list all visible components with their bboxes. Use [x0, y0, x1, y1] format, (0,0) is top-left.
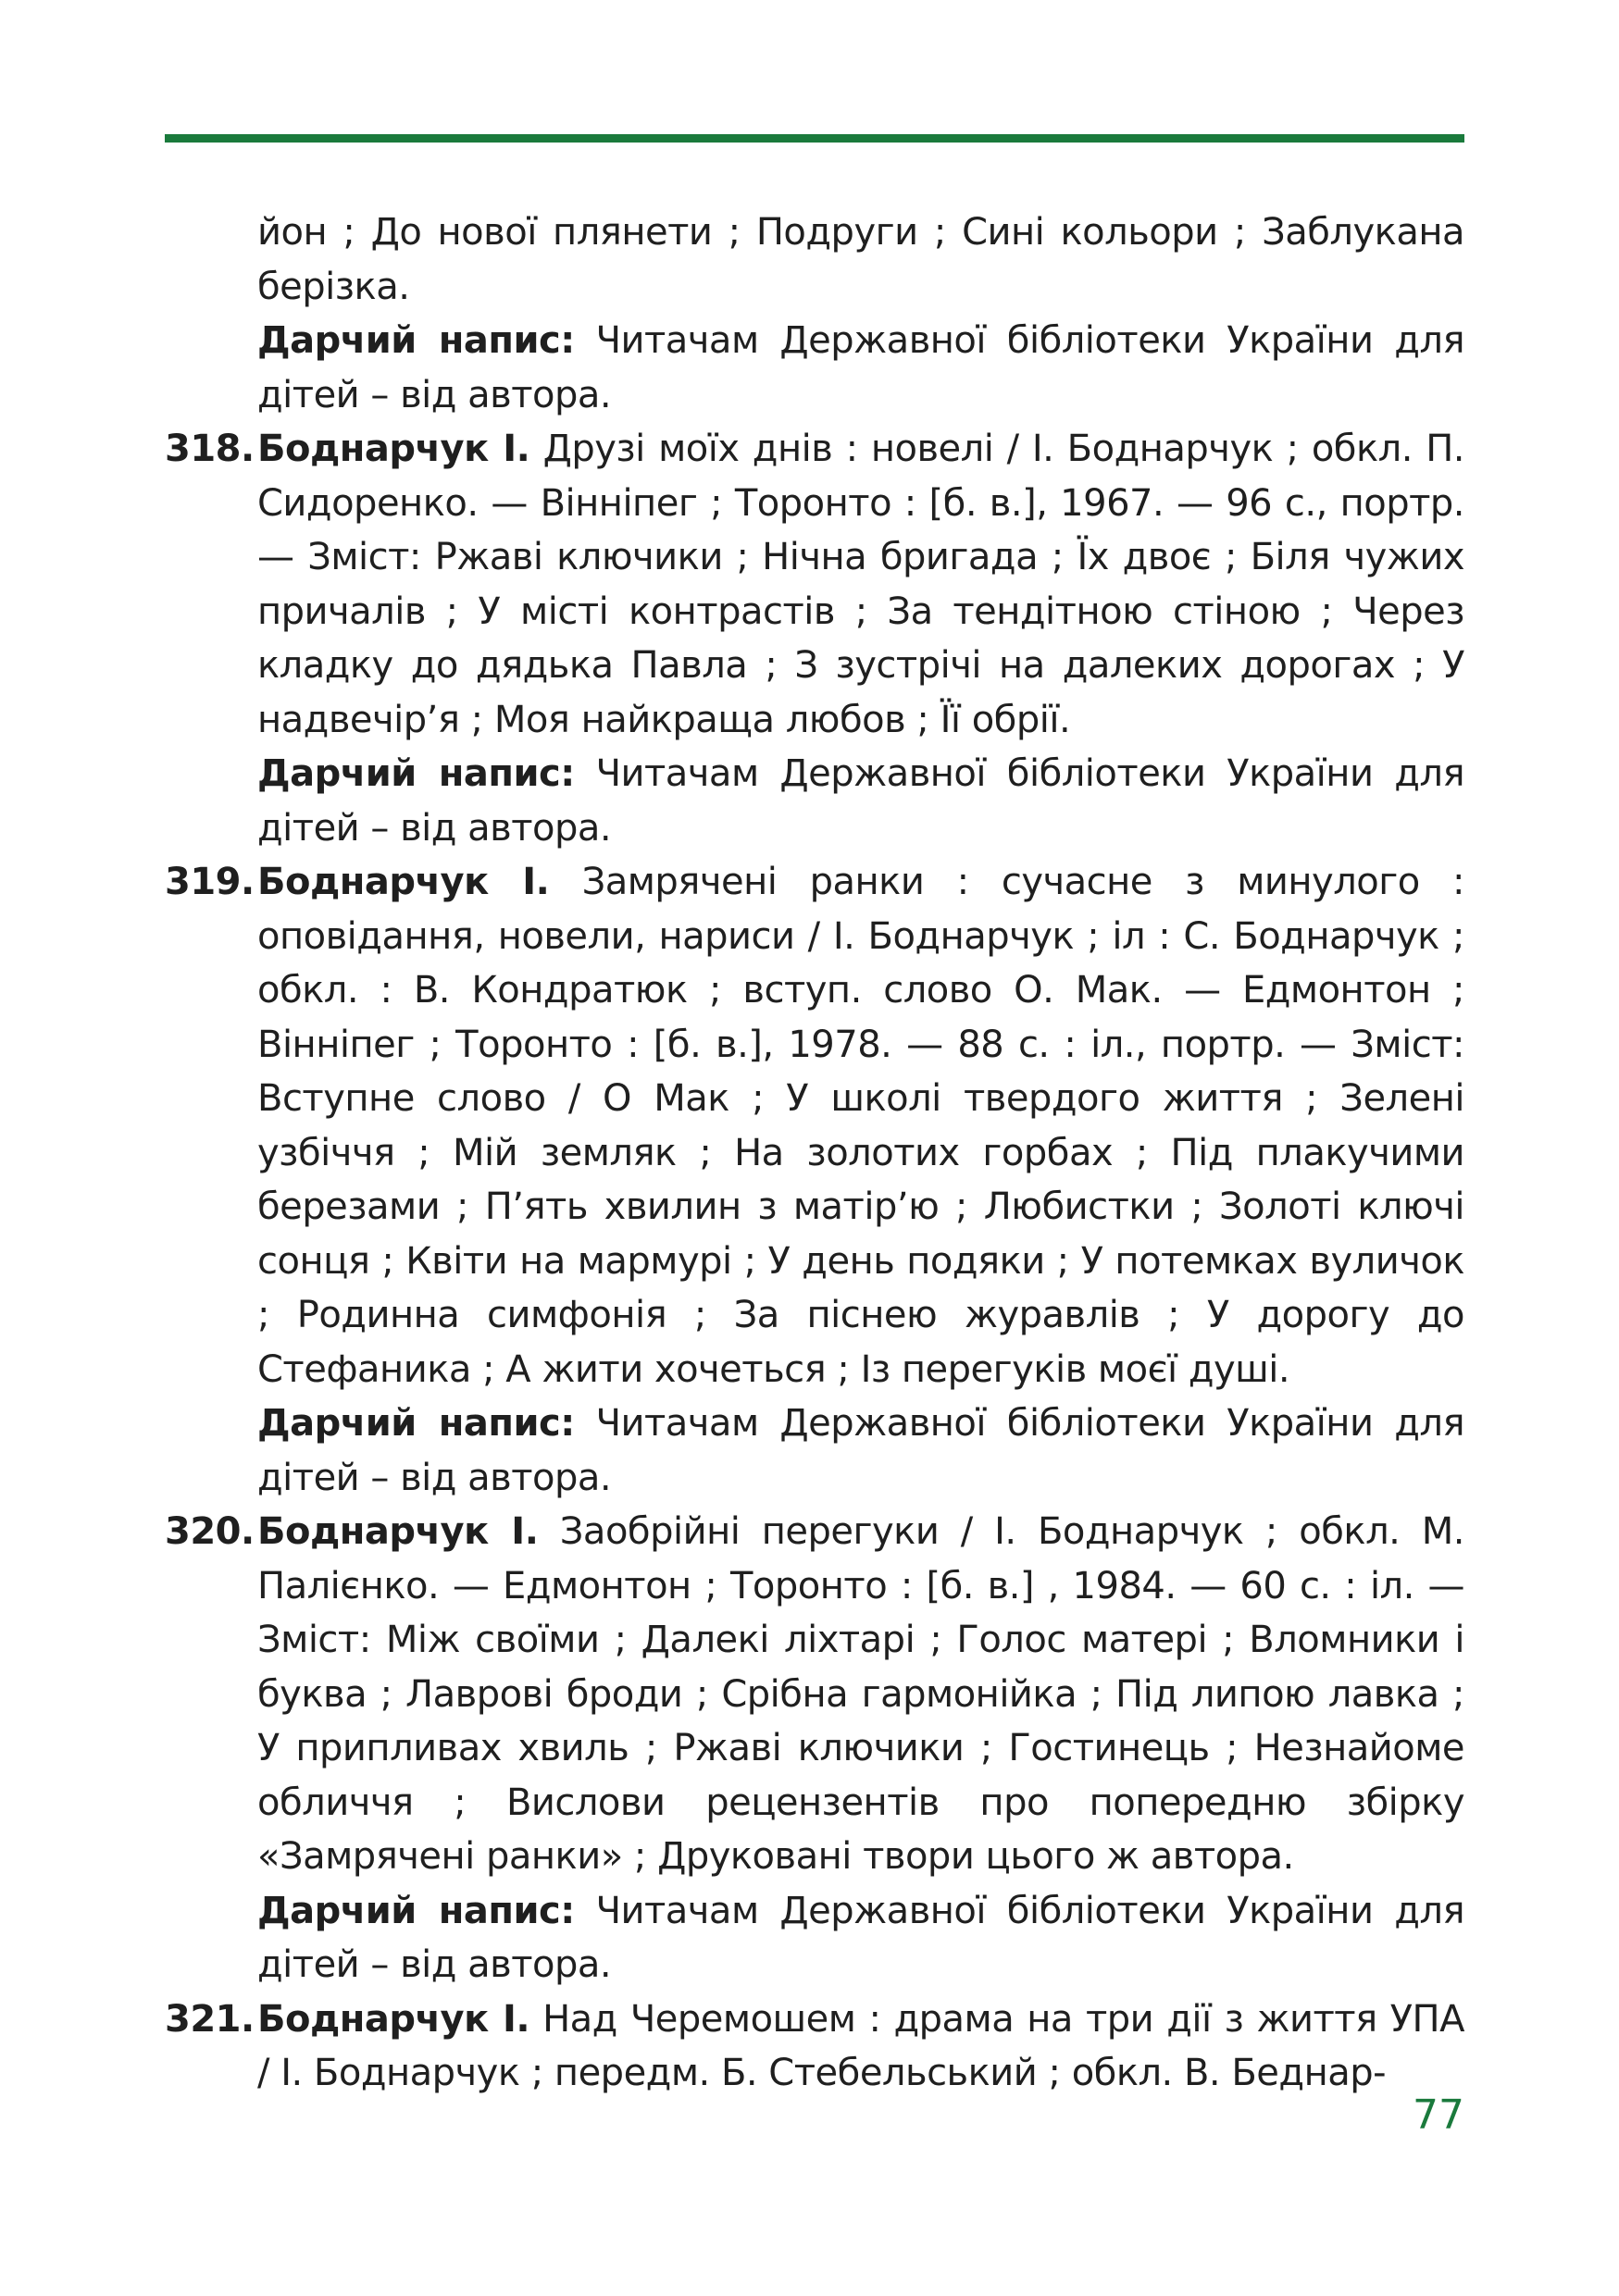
entry-text: Заобрійні перегуки / І. Боднарчук ; обкл. М. Палієнко. — Едмонтон ; Торонто : [б. в.] , 1984. — 60 с. : іл. — Зміст: Між своїми ; Далекі ліхтарі ; Голос матері ; Вломники і буква ; Лаврові броди ; Срібна гармонійка ; Під липою лавка ; У припливах хвиль ; Ржаві ключики ; Гостинець ; Незнайоме обличчя ; Вислови рецензентів про попередню збірку «Замрячені ранки» ; Друковані твори цього ж автора.	[257, 1510, 1464, 1878]
entry-author: Боднарчук І.	[257, 1997, 530, 2041]
entry-number: 318.	[165, 428, 255, 470]
continuation-text	[165, 205, 1464, 314]
bibliography-entry-318	[165, 422, 1464, 747]
entry-318-dedication	[165, 747, 1464, 855]
top-rule	[165, 134, 1464, 143]
dedication-label: Дарчий напис:	[257, 1402, 575, 1445]
dedication-text: Читачам Державної бібліотеки України для дітей – від автора.	[257, 752, 1465, 850]
bibliography-body	[165, 205, 1464, 2101]
bibliography-entry-319	[165, 855, 1464, 1396]
entry-320-dedication	[165, 1884, 1464, 1992]
entry-author: Боднарчук І.	[257, 861, 550, 903]
entry-author: Боднарчук І.	[257, 1510, 539, 1553]
entry-319-dedication	[165, 1396, 1464, 1505]
entry-text: Друзі моїх днів : новелі / І. Боднарчук ; обкл. П. Сидоренко. — Вінніпег ; Торонто : [б. в.], 1967. — 96 с., портр. — Зміст: Ржаві ключики ; Нічна бригада ; Їх двоє ; Біля чужих причалів ; У місті контрастів ; За тендітною стіною ; Через кладку до дядька Павла ; З зустрічі на далеких дорогах ; У надвечір’я ; Моя найкраща любов ; Її обрії.	[257, 428, 1464, 741]
continuation-body: йон ; До нової плянети ; Подруги ; Сині кольори ; Заблукана берізка.	[257, 211, 1464, 308]
entry-text: Замрячені ранки : сучасне з минулого : оповідання, новели, нариси / І. Боднарчук ; іл : С. Боднарчук ; обкл. : В. Кондратюк ; вступ. слово О. Мак. — Едмонтон ; Вінніпег ; Торонто : [б. в.], 1978. — 88 с. : іл., портр. — Зміст: Вступне слово / О Мак ; У школі твердого життя ; Зелені узбіччя ; Мій земляк ; На золотих горбах ; Під плакучими березами ; П’ять хвилин з матір’ю ; Любистки ; Золоті ключі сонця ; Квіти на мармурі ; У день подяки ; У потемках вуличок ; Родинна симфонія ; За піснею журавлів ; У дорогу до Стефаника ; А жити хочеться ; Із перегуків моєї душі.	[257, 861, 1464, 1391]
entry-number: 320.	[165, 1510, 255, 1553]
dedication-label: Дарчий напис:	[257, 752, 575, 795]
bibliography-entry-320	[165, 1505, 1464, 1884]
dedication-text: Читачам Державної бібліотеки України для дітей – від автора.	[257, 1402, 1465, 1499]
page-number: 77	[1413, 2091, 1464, 2139]
dedication-text: Читачам Державної бібліотеки України для дітей – від автора.	[257, 1889, 1465, 1986]
dedication-text: Читачам Державної бібліотеки України для дітей – від автора.	[257, 319, 1465, 416]
continuation-dedication	[165, 314, 1464, 422]
entry-number: 321.	[165, 1997, 255, 2041]
dedication-label: Дарчий напис:	[257, 319, 575, 362]
entry-text: Над Черемошем : драма на три дії з життя УПА / І. Боднарчук ; передм. Б. Стебельський ; обкл. В. Беднар-	[257, 1997, 1464, 2094]
bibliography-entry-321	[165, 1992, 1464, 2101]
entry-number: 319.	[165, 861, 255, 903]
entry-author: Боднарчук І.	[257, 428, 530, 470]
dedication-label: Дарчий напис:	[257, 1889, 575, 1932]
